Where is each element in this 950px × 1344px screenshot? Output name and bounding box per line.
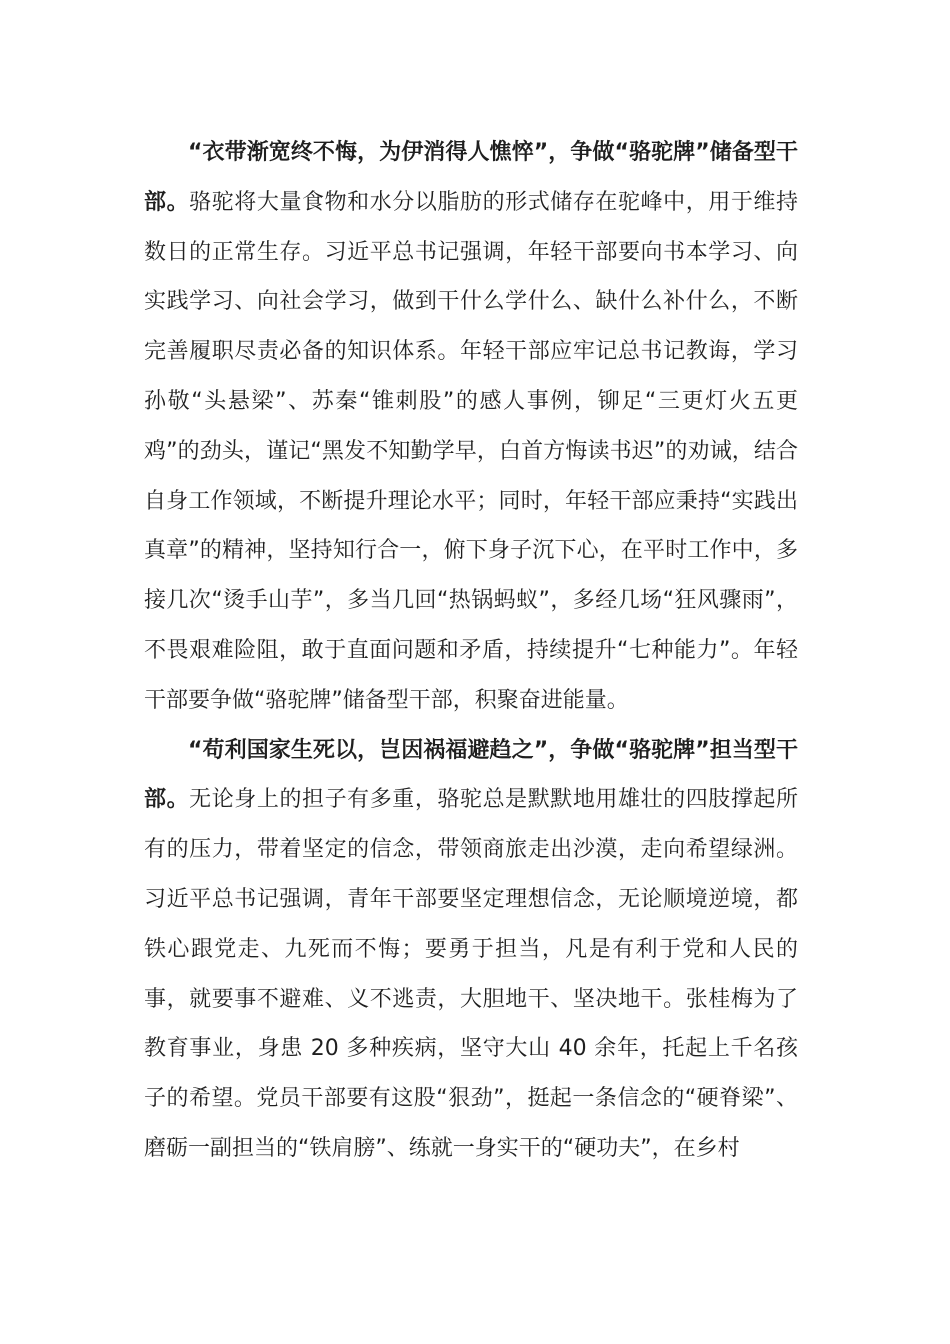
paragraph-heading: “衣带渐宽终不悔，为伊消得人憔悴”，争做“骆驼牌”储备型干部。 <box>144 140 798 215</box>
paragraph-text: 无论身上的担子有多重，骆驼总是默默地用雄壮的四肢撑起所有的压力，带着坚定的信念，带领商旅走出沙漠，走向希望绿洲。习近平总书记强调，青年干部要坚定理想信念，无论顺境逆境，都铁心跟党走、九死而不悔；要勇于担当，凡是有利于党和人民的事，就要事不避难、义不逃责，大胆地干、坚决地干。张桂梅为了教育事业，身患 20 多种疾病，坚守大山 40 余年，托起上千名孩子的希望。党员干部要有这股“狠劲”，挺起一条信念的“硬脊梁”、磨砺一副担当的“铁肩膀”、练就一身实干的“硬功夫”，在乡村 <box>144 787 798 1161</box>
paragraph-heading: “苟利国家生死以，岂因祸福避趋之”，争做“骆驼牌”担当型干部。 <box>144 737 798 813</box>
paragraph-responsible-cadre <box>144 726 798 1174</box>
document-body <box>144 128 798 1174</box>
paragraph-text: 骆驼将大量食物和水分以脂肪的形式储存在驼峰中，用于维持数日的正常生存。习近平总书记强调，年轻干部要向书本学习、向实践学习、向社会学习，做到干什么学什么、缺什么补什么，不断完善履职尽责必备的知识体系。年轻干部应牢记总书记教诲，学习孙敬“头悬梁”、苏秦“锥刺股”的感人事例，铆足“三更灯火五更鸡”的劲头，谨记“黑发不知勤学早，白首方悔读书迟”的劝诫，结合自身工作领域，不断提升理论水平；同时，年轻干部应秉持“实践出真章”的精神，坚持知行合一，俯下身子沉下心，在平时工作中，多接几次“烫手山芋”，多当几回“热锅蚂蚁”，多经几场“狂风骤雨”，不畏艰难险阻，敢于直面问题和矛盾，持续提升“七种能力”。年轻干部要争做“骆驼牌”储备型干部，积聚奋进能量。 <box>144 189 798 713</box>
paragraph-reserve-cadre <box>144 128 798 726</box>
